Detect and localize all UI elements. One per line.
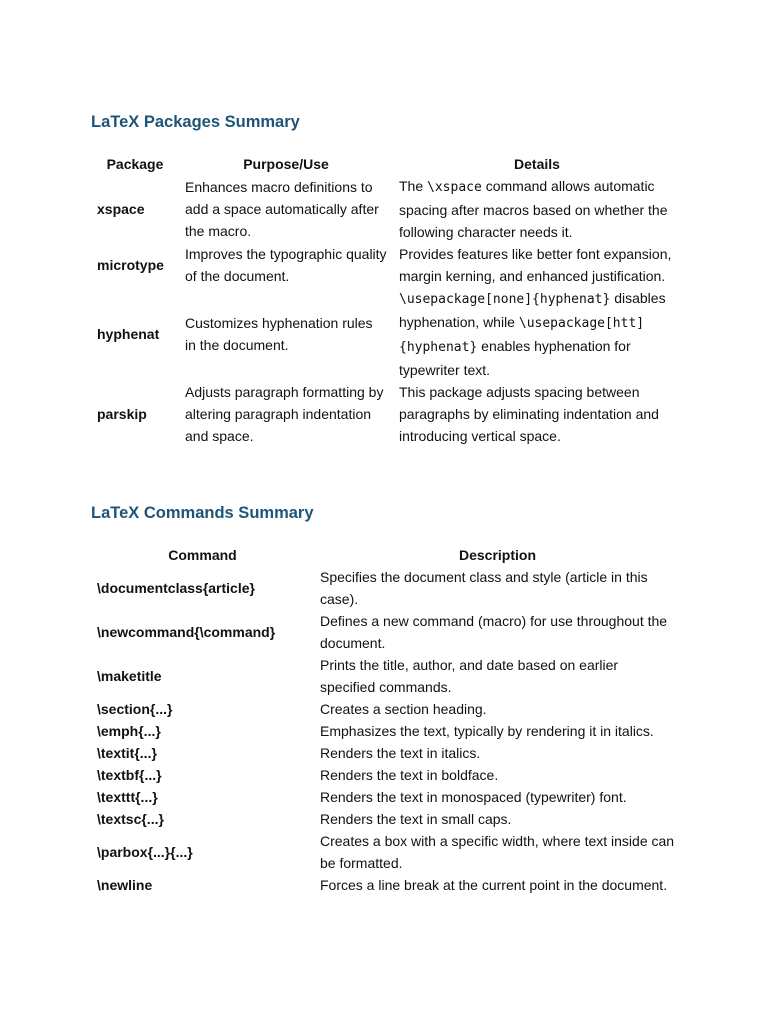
command-description: Creates a box with a specific width, where text inside can be formatted. [320, 833, 675, 871]
command-description: Renders the text in italics. [320, 745, 481, 761]
column-header-package: Package [106, 156, 164, 172]
command-name: \texttt{...} [97, 789, 158, 805]
table-header-row [91, 544, 681, 566]
command-name: \parbox{...}{...} [97, 844, 193, 860]
table-row [91, 698, 681, 720]
command-name: \textbf{...} [97, 767, 162, 783]
table-header-row [91, 153, 681, 175]
column-header-details: Details [514, 156, 560, 172]
command-description: Prints the title, author, and date based on earlier specified commands. [320, 657, 619, 695]
details-text: command allows automatic spacing after macros based on whether the following character needs it. [399, 178, 668, 240]
command-name: \section{...} [97, 701, 173, 717]
package-details: Provides features like better font expansion, margin kerning, and enhanced justification. [399, 246, 672, 284]
command-name: \emph{...} [97, 723, 161, 739]
package-purpose: Improves the typographic quality of the document. [185, 246, 387, 284]
table-row [91, 654, 681, 698]
details-code: \usepackage[htt]{hyphenat} [399, 316, 645, 355]
command-name: \newline [97, 877, 153, 893]
table-row [91, 830, 681, 874]
table-row [91, 874, 681, 896]
command-name: \maketitle [97, 668, 162, 684]
package-purpose: Enhances macro definitions to add a space automatically after the macro. [185, 179, 379, 239]
table-row [91, 566, 681, 610]
command-description: Creates a section heading. [320, 701, 487, 717]
table-row [91, 381, 681, 447]
command-description: Emphasizes the text, typically by rendering it in italics. [320, 723, 654, 739]
table-row [91, 786, 681, 808]
column-header-purpose: Purpose/Use [243, 156, 329, 172]
package-name: xspace [97, 201, 145, 217]
package-name: parskip [97, 406, 147, 422]
package-details [393, 175, 681, 243]
package-purpose: Customizes hyphenation rules in the document. [185, 315, 373, 353]
details-text: The [399, 178, 428, 194]
command-name: \documentclass{article} [97, 580, 255, 596]
command-name: \newcommand{\command} [97, 624, 276, 640]
package-name: hyphenat [97, 326, 160, 342]
package-details [393, 287, 681, 381]
command-description: Defines a new command (macro) for use throughout the document. [320, 613, 668, 651]
details-code: \xspace [427, 180, 482, 195]
table-row [91, 287, 681, 381]
table-row [91, 720, 681, 742]
column-header-description: Description [458, 547, 536, 563]
table-row [91, 175, 681, 243]
table-row [91, 243, 681, 287]
table-row [91, 610, 681, 654]
package-name: microtype [97, 257, 164, 273]
command-description: Specifies the document class and style (article in this case). [320, 569, 648, 607]
command-description: Forces a line break at the current point in the document. [320, 877, 668, 893]
package-purpose: Adjusts paragraph formatting by altering paragraph indentation and space. [185, 384, 384, 444]
table-row [91, 764, 681, 786]
column-header-command: Command [168, 547, 237, 563]
command-description: Renders the text in small caps. [320, 811, 512, 827]
table-row [91, 742, 681, 764]
command-name: \textsc{...} [97, 811, 164, 827]
details-text: disables hyphenation, while [399, 290, 666, 330]
packages-table [91, 153, 681, 447]
details-code: \usepackage[none]{hyphenat} [399, 292, 611, 307]
command-description: Renders the text in monospaced (typewriter) font. [320, 789, 627, 805]
command-name: \textit{...} [97, 745, 157, 761]
package-details: This package adjusts spacing between paragraphs by eliminating indentation and introducing vertical space. [399, 384, 659, 444]
table-row [91, 808, 681, 830]
details-text: enables hyphenation for typewriter text. [399, 338, 631, 378]
packages-section-title: LaTeX Packages Summary [91, 113, 300, 131]
commands-table [91, 544, 681, 896]
commands-section-title: LaTeX Commands Summary [91, 504, 314, 522]
command-description: Renders the text in boldface. [320, 767, 499, 783]
